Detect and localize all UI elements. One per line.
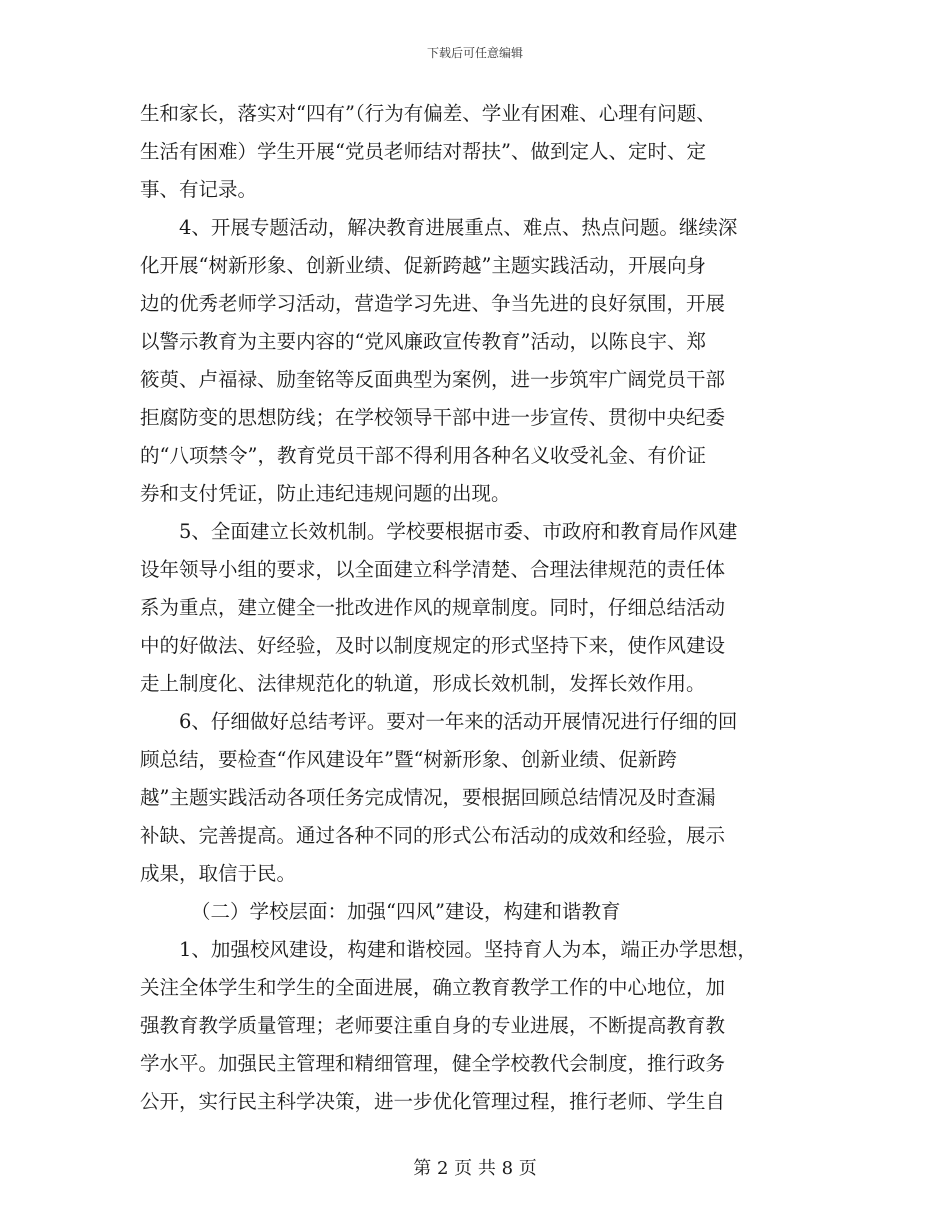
text-line: 以警示教育为主要内容的“党风廉政宣传教育”活动，以陈良宇、郑 <box>140 330 706 353</box>
text-line: 设年领导小组的要求，以全面建立科学清楚、合理法律规范的责任体 <box>140 558 726 581</box>
text-line: 顾总结，要检查“作风建设年”暨“树新形象、创新业绩、促新跨 <box>140 748 677 771</box>
text-line: 中的好做法、好经验，及时以制度规定的形式坚持下来，使作风建设 <box>140 634 726 657</box>
text-line: 成果，取信于民。 <box>140 862 297 885</box>
text-line: 6、仔细做好总结考评。要对一年来的活动开展情况进行仔细的回 <box>179 710 738 733</box>
text-line: 强教育教学质量管理；老师要注重自身的专业进展，不断提高教育教 <box>140 1014 726 1037</box>
text-line: 边的优秀老师学习活动，营造学习先进、争当先进的良好氛围，开展 <box>140 292 726 315</box>
text-line: 越”主题实践活动各项任务完成情况，要根据回顾总结情况及时查漏 <box>140 786 716 809</box>
section-heading: （二）学校层面：加强“四风”建设，构建和谐教育 <box>191 900 621 923</box>
text-line: 系为重点，建立健全一批改进作风的规章制度。同时，仔细总结活动 <box>140 596 726 619</box>
text-line: 学水平。加强民主管理和精细管理，健全学校教代会制度，推行政务 <box>140 1052 726 1075</box>
document-body <box>140 95 820 1121</box>
text-line: 事、有记录。 <box>140 178 258 201</box>
text-line: 公开，实行民主科学决策，进一步优化管理过程，推行老师、学生自 <box>140 1090 726 1113</box>
text-line: 拒腐防变的思想防线；在学校领导干部中进一步宣传、贯彻中央纪委 <box>140 406 726 429</box>
text-line: 券和支付凭证，防止违纪违规问题的出现。 <box>140 482 511 505</box>
text-line: 生活有困难）学生开展“党员老师结对帮扶”、做到定人、定时、定 <box>140 140 706 163</box>
page-header: 下载后可任意编辑 <box>426 46 523 60</box>
text-line: 化开展“树新形象、创新业绩、促新跨越”主题实践活动，开展向身 <box>140 254 706 277</box>
text-line: 的“八项禁令”，教育党员干部不得利用各种名义收受礼金、有价证 <box>140 444 706 467</box>
text-line: 1、加强校风建设，构建和谐校园。坚持育人为本，端正办学思想， <box>179 938 757 961</box>
text-line: 关注全体学生和学生的全面进展，确立教育教学工作的中心地位，加 <box>140 976 726 999</box>
text-line: 筱萸、卢福禄、励奎铭等反面典型为案例，进一步筑牢广阔党员干部 <box>140 368 726 391</box>
text-line: 5、全面建立长效机制。学校要根据市委、市政府和教育局作风建 <box>179 520 738 543</box>
text-line: 补缺、完善提高。通过各种不同的形式公布活动的成效和经验，展示 <box>140 824 726 847</box>
text-line: 走上制度化、法律规范化的轨道，形成长效机制，发挥长效作用。 <box>140 672 706 695</box>
text-line: 4、开展专题活动，解决教育进展重点、难点、热点问题。继续深 <box>179 216 738 239</box>
text-line: 生和家长，落实对“四有”（行为有偏差、学业有困难、心理有问题、 <box>140 102 716 125</box>
page-number-footer: 第 2 页 共 8 页 <box>413 1158 537 1179</box>
